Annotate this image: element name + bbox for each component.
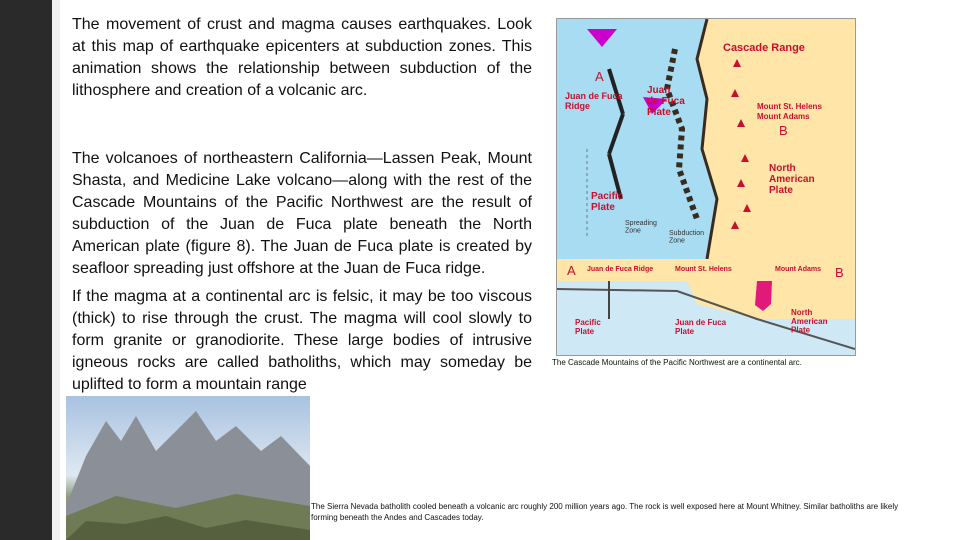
label-cascade-range: Cascade Range	[723, 42, 805, 54]
label-pacific-plate: Pacific Plate	[591, 191, 624, 213]
paragraph-batholiths: If the magma at a continental arc is felsic, it may be too viscous (thick) to rise through the crust. The magma will cool slowly to form granite or granodiorite. These large bodies of intrusive igneous rocks are called batholiths, which may someday be uplifted to form a mountain range	[72, 288, 532, 393]
slide-side-bar	[0, 0, 52, 540]
label-a-top: A	[595, 69, 604, 84]
label-pacific-plate-cs: Pacific Plate	[575, 318, 601, 336]
label-juan-de-fuca-ridge: Juan de Fuca Ridge	[565, 91, 623, 111]
label-jdf-ridge-cs: Juan de Fuca Ridge	[587, 266, 654, 273]
mount-whitney-photo-svg	[66, 396, 310, 540]
label-north-american-plate: North American Plate	[769, 163, 815, 196]
volcano-markers	[731, 59, 751, 229]
subduction-map-figure	[556, 18, 856, 356]
label-a-bottom: A	[567, 263, 576, 278]
label-st-helens-cs: Mount St. Helens	[675, 266, 732, 273]
map-caption: The Cascade Mountains of the Pacific Northwest are a continental arc.	[552, 358, 802, 367]
mount-whitney-photo	[66, 396, 310, 540]
label-jdf-plate-cs: Juan de Fuca Plate	[675, 318, 727, 336]
label-adams-cs: Mount Adams	[775, 266, 822, 273]
label-spreading-zone: Spreading Zone	[625, 220, 657, 235]
label-juan-de-fuca-plate: Juan de Fuca Plate	[647, 85, 685, 118]
photo-caption: The Sierra Nevada batholith cooled beneath a volcanic arc roughly 200 million years ago. The rock is well exposed here at Mount Whitney. Similar batholiths are likely forming beneath the Andes and Cascades today.	[311, 502, 899, 522]
paragraph-cascade-volcanoes: The volcanoes of northeastern California—Lassen Peak, Mount Shasta, and Medicine Lake volcano—along with the rest of the Cascade Mountains of the Pacific Northwest are the result of subduction of the Juan de Fuca plate beneath the North American plate (figure 8). The Juan de Fuca plate is created by seafloor spreading just offshore at the Juan de Fuca ridge.	[72, 150, 532, 277]
side-bar-accent	[52, 0, 60, 540]
label-b-top: B	[779, 123, 788, 138]
label-subduction-zone: Subduction Zone	[669, 230, 705, 245]
label-b-bottom: B	[835, 265, 844, 280]
label-mount-adams: Mount Adams	[757, 112, 810, 121]
label-mount-st-helens: Mount St. Helens	[757, 102, 822, 111]
label-north-american-cs: North American Plate	[791, 308, 828, 335]
subduction-map-svg	[557, 19, 855, 355]
paragraph-earthquakes: The movement of crust and magma causes earthquakes. Look at this map of earthquake epicenters at subduction zones. This animation shows the relationship between subduction of the lithosphere and creation of a volcanic arc.	[72, 16, 532, 99]
